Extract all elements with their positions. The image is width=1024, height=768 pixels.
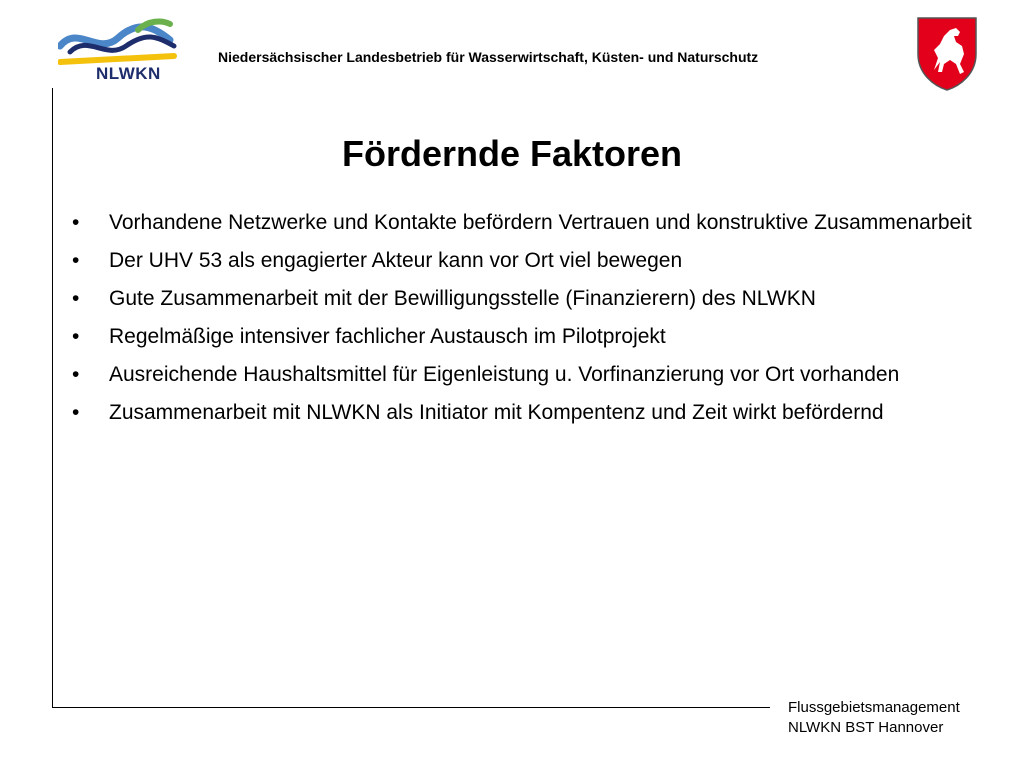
- frame-vertical-line: [52, 88, 53, 708]
- horse-crest-icon: [914, 14, 980, 92]
- list-item: [72, 246, 972, 276]
- bullet-list: [72, 208, 972, 436]
- bullet-dot-icon: •: [72, 401, 80, 424]
- bullet-text: Zusammenarbeit mit NLWKN als Initiator mit Kompentenz und Zeit wirkt befördernd: [109, 401, 884, 424]
- bullet-dot-icon: •: [72, 249, 80, 272]
- bullet-text: Gute Zusammenarbeit mit der Bewilligungsstelle (Finanzierern) des NLWKN: [109, 287, 816, 310]
- list-item: [72, 398, 972, 428]
- bullet-text: Ausreichende Haushaltsmittel für Eigenleistung u. Vorfinanzierung vor Ort vorhanden: [109, 363, 900, 386]
- wave-logo-icon: [58, 16, 178, 66]
- footer: [788, 698, 960, 738]
- frame-horizontal-line: [52, 707, 770, 708]
- slide-title: Fördernde Faktoren: [341, 133, 683, 174]
- bullet-dot-icon: •: [72, 287, 80, 310]
- bullet-text: Der UHV 53 als engagierter Akteur kann vor Ort viel bewegen: [109, 249, 683, 272]
- list-item: [72, 284, 972, 314]
- footer-office: NLWKN BST Hannover: [788, 719, 944, 736]
- organization-name: Niedersächsischer Landesbetrieb für Wasserwirtschaft, Küsten- und Naturschutz: [218, 49, 759, 65]
- bullet-dot-icon: •: [72, 363, 80, 386]
- bullet-text: Vorhandene Netzwerke und Kontakte befördern Vertrauen und konstruktive Zusammenarbeit: [109, 211, 972, 234]
- bullet-dot-icon: •: [72, 211, 80, 234]
- bullet-dot-icon: •: [72, 325, 80, 348]
- logo-text: NLWKN: [96, 64, 161, 83]
- footer-department: Flussgebietsmanagement: [788, 699, 960, 716]
- list-item: [72, 322, 972, 352]
- lower-saxony-crest: [914, 14, 980, 92]
- bullet-text: Regelmäßige intensiver fachlicher Austausch im Pilotprojekt: [109, 325, 666, 348]
- list-item: [72, 360, 972, 390]
- list-item: [72, 208, 972, 238]
